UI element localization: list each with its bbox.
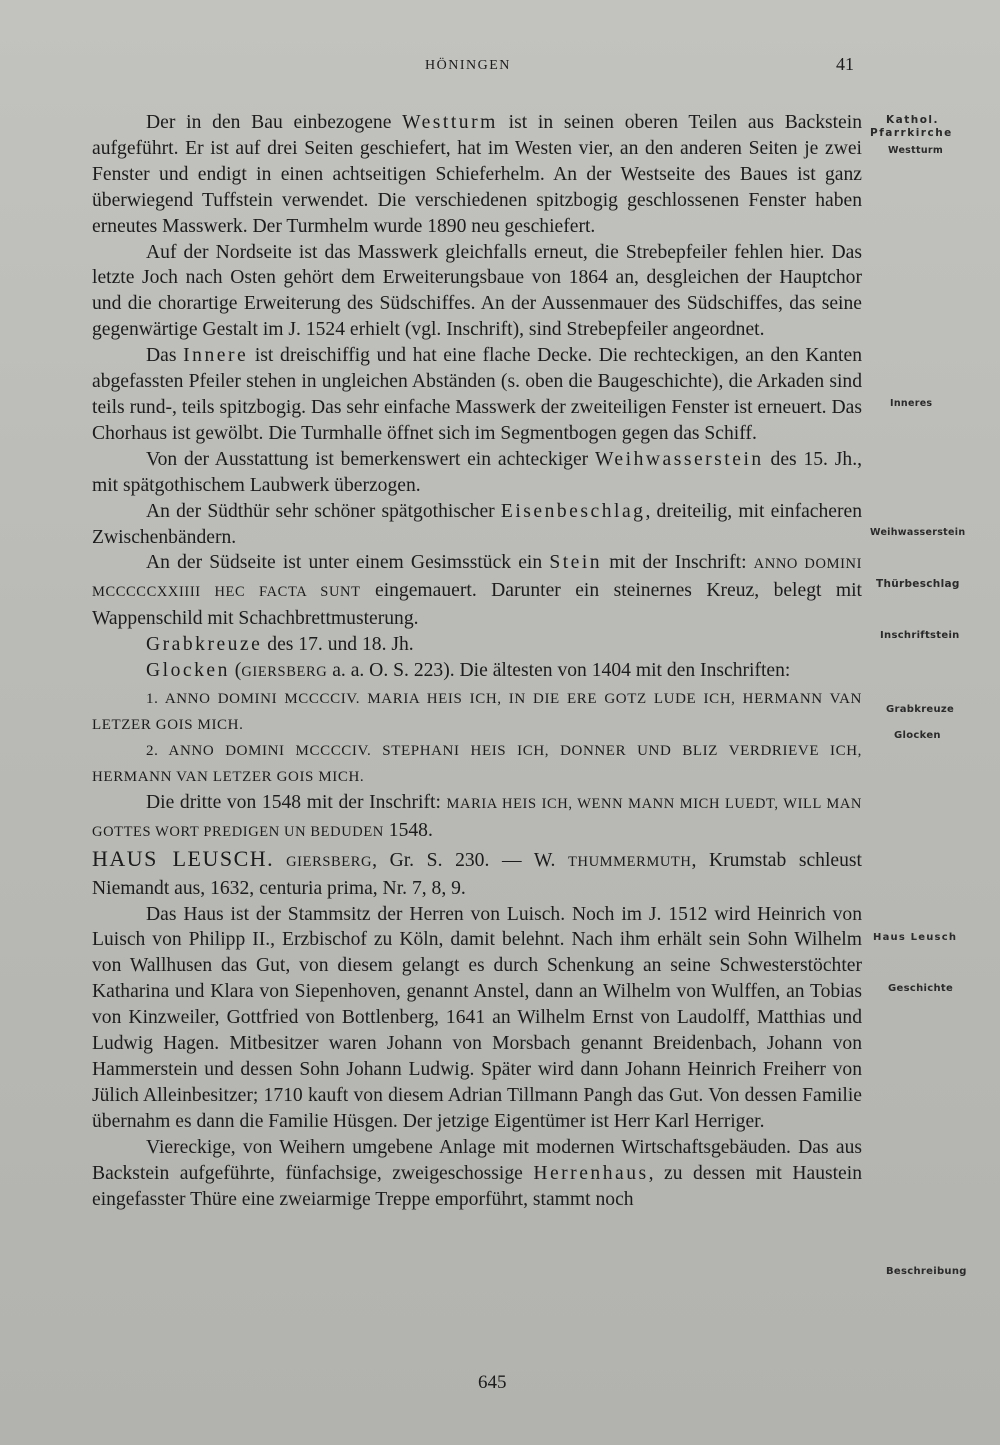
paragraph-grabkreuze: Grabkreuze des 17. und 18. Jh.: [146, 634, 414, 656]
paragraph-inneres: Das Innere ist dreischiffig und hat eine flache Decke. Die rechteckigen, an den Kanten abgefassten Pfeiler stehen in ungleichen Abständen (s. oben die Baugeschichte), die Arkaden sind teils rund-, teils spitzbogig. Das sehr einfache Masswerk der zweiteiligen Fenster ist erneuert. Das Chorhaus ist gewölbt. Die Turmhalle öffnet sich im Segmentbogen gegen das Schiff.: [92, 345, 862, 444]
margin-note-westturm: Westturm: [888, 145, 944, 156]
paragraph-eisenbeschlag: An der Südthür sehr schöner spätgothischer Eisenbeschlag, dreiteilig, mit einfacheren Zwischenbändern.: [92, 500, 863, 548]
margin-note-beschreibung: Beschreibung: [886, 1266, 967, 1277]
margin-note-pfarrkirche: Pfarrkirche: [870, 127, 953, 139]
paragraph-dritte-glocke: Die dritte von 1548 mit der Inschrift: MARIA HEIS ICH, WENN MANN MICH LUEDT, WILL MAN GOTTES WORT PREDIGEN UN BEDUDEN 1548.: [92, 791, 862, 841]
margin-note-geschichte: Geschichte: [888, 983, 954, 994]
paragraph-westturm: Der in den Bau einbezogene Westturm ist in seinen oberen Teilen aus Backstein aufgeführt. Er ist auf drei Seiten geschiefert, hat im Westen vier, an den anderen Seiten je zwei Fenster und endigt in einen achtseitigen Schieferhelm. An der Westseite des Baues ist ganz überwiegend Tuffstein verwendet. Die verschiedenen spitzbogig geschlossenen Fenster haben erneutes Masswerk. Der Turmhelm wurde 1890 neu geschiefert.: [92, 112, 862, 237]
bell-inscription-2: 2. ANNO DOMINI MCCCCIV. STEPHANI HEIS ICH, DONNER UND BLIZ VERDRIEVE ICH, HERMANN VAN LETZER GOIS MICH.: [92, 742, 862, 785]
paragraph-weihwasserstein: Von der Ausstattung ist bemerkenswert ein achteckiger Weihwasserstein des 15. Jh., mit spätgothischem Laubwerk überzogen.: [92, 448, 863, 496]
margin-note-grabkreuze: Grabkreuze: [886, 704, 955, 715]
paragraph-haus-leusch: HAUS LEUSCH. GIERSBERG, Gr. S. 230. — W. THUMMERMUTH, Krumstab schleust Niemandt aus, 1632, centuria prima, Nr. 7, 8, 9.: [92, 845, 862, 899]
margin-note-weihwasserstein: Weihwasserstein: [870, 527, 966, 538]
header-page-number: 41: [836, 54, 854, 74]
paragraph-geschichte: Das Haus ist der Stammsitz der Herren von Luisch. Noch im J. 1512 wird Heinrich von Luisch von Philipp II., Erzbischof zu Köln, damit belehnt. Nach ihm erhält sein Sohn Wilhelm von Wallhusen das Gut, von diesem gelangt es durch Schenkung an seine Schwesterstöchter Katharina und Klara von Siepenhoven, genannt Anstel, dann an Wilhelm von Wulffen, an Tobias von Kinzweiler, Gottfried von Bottlenberg, 1641 an Wilhelm Ernst von Laudolff, Matthias und Ludwig Hagen. Mitbesitzer waren Johann von Morsbach genannt Breidenbach, Johann von Hammerstein und dessen Sohn Johann Ludwig. Später wird dann Johann Heinrich Freiherr von Jülich Alleinbesitzer; 1710 kauft von diesem Adrian Tillmann Pangh das Gut. Von dessen Familie übernahm es dann die Familie Hüsgen. Der jetzige Eigentümer ist Herr Karl Herriger.: [92, 903, 862, 1132]
paragraph-nordseite: Auf der Nordseite ist das Masswerk gleichfalls erneut, die Strebepfeiler fehlen hier. Das letzte Joch nach Osten gehört dem Erweiterungsbaue von 1864 an, desgleichen der Hauptchor und die chorartige Erweiterung des Südschiffes. An der Aussenmauer des Südschiffes, das seine gegenwärtige Gestalt im J. 1524 erhielt (vgl. Inschrift), sind Strebepfeiler angeordnet.: [92, 241, 862, 341]
margin-note-kathol: Kathol.: [886, 114, 940, 126]
body-text: [92, 110, 862, 1212]
paragraph-beschreibung: Viereckige, von Weihern umgebene Anlage mit modernen Wirtschaftsgebäuden. Das aus Backstein aufgeführte, fünfachsige, zweigeschossige Herrenhaus, zu dessen mit Haustein eingefasster Thüre eine zweiarmige Treppe emporführt, stammt noch: [92, 1136, 862, 1210]
page-header: [0, 54, 1000, 80]
margin-note-inneres: Inneres: [890, 398, 933, 409]
paragraph-glocken: Glocken (GIERSBERG a. a. O. S. 223). Die ältesten von 1404 mit den Inschriften:: [146, 660, 791, 682]
running-head: HÖNINGEN: [425, 58, 511, 73]
bell-inscription-1: 1. ANNO DOMINI MCCCCIV. MARIA HEIS ICH, IN DIE ERE GOTZ LUDE ICH, HERMANN VAN LETZER GOIS MICH.: [92, 690, 862, 733]
margin-note-thuerbeschlag: Thürbeschlag: [876, 578, 960, 590]
margin-note-inschriftstein: Inschriftstein: [880, 630, 960, 641]
paragraph-inschriftstein: An der Südseite ist unter einem Gesimsstück ein Stein mit der Inschrift: ANNO DOMINI MCCCCCXXIIII HEC FACTA SUNT eingemauert. Darunter ein steinernes Kreuz, belegt mit Wappenschild mit Schachbrettmusterung.: [92, 552, 863, 630]
margin-note-glocken: Glocken: [894, 730, 941, 741]
margin-note-haus-leusch: Haus Leusch: [873, 932, 958, 943]
footer-page-number: 645: [478, 1372, 507, 1393]
